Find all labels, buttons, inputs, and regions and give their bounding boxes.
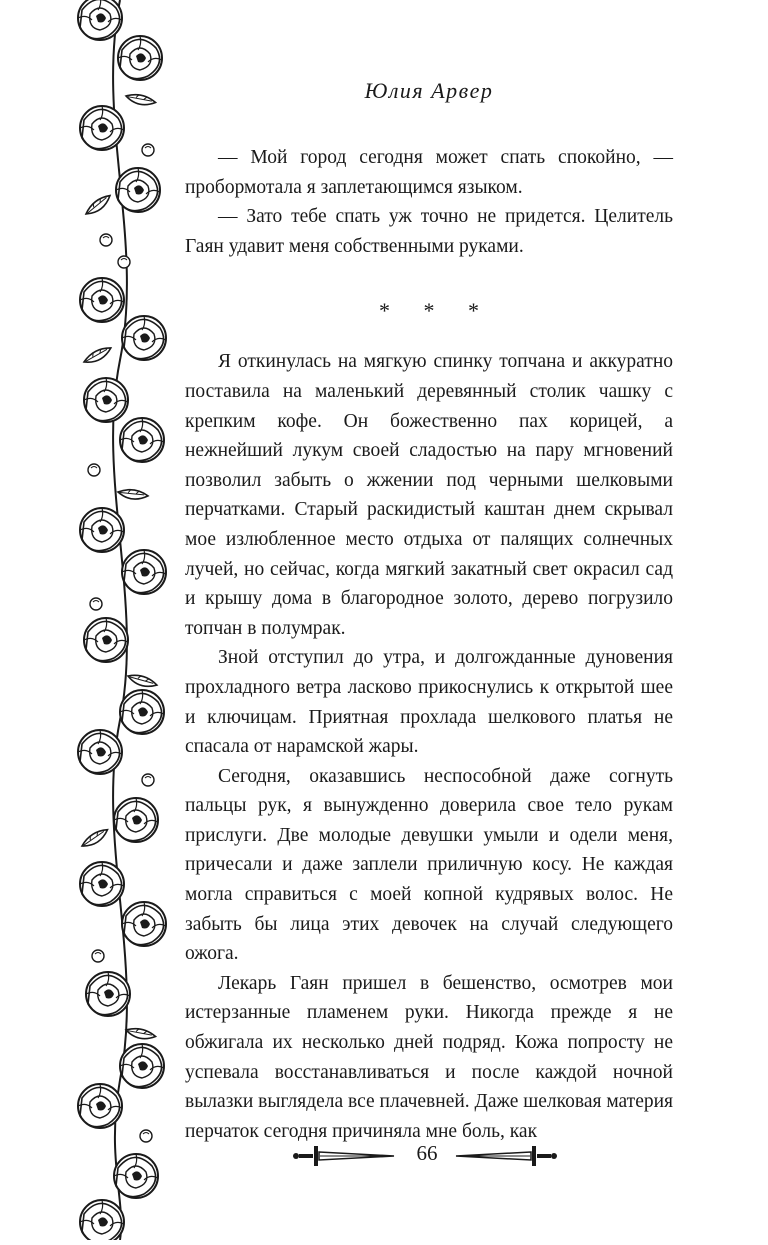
running-header: Юлия Арвер: [364, 78, 494, 103]
paragraph: Зной отступил до утра, и долгожданные дуновения прохладного ветра ласково прикоснулись к открытой шее и ключицам. Приятная прохлада шелкового платья не спасала от нарамской жары.: [185, 647, 673, 758]
dagger-left-icon: [290, 1143, 398, 1169]
page-footer: [290, 1137, 560, 1173]
paragraph: Сегодня, оказавшись неспособной даже согнуть пальцы рук, я вынужденно доверила свое тело рукам прислуги. Две молодые девушки умыли и одели меня, причесали и даже заплели приличную косу. Не каждая могла справиться с моей копной кудрявых волос. Не забыть бы лица этих девочек на случай следующего ожога.: [185, 765, 673, 965]
dialogue-line: — Мой город сегодня может спать спокойно, — пробормотала я заплетающимся языком.: [185, 147, 673, 198]
floral-border-ornament: [66, 0, 174, 1240]
section-separator: * * *: [379, 298, 493, 324]
paragraph: Лекарь Гаян пришел в бешенство, осмотрев мои истерзанные пламенем руки. Никогда прежде я не обжигала их несколько дней подряд. Кожа попросту не успевала восстанавливаться и после каждой ночной вылазки выглядела все плачевней. Даже шелковая материя перчаток сегодня причиняла мне боль, как: [185, 972, 674, 1142]
dialogue-line: — Зато тебе спать уж точно не придется. Целитель Гаян удавит меня собственными руками.: [185, 206, 673, 257]
paragraph: Я откинулась на мягкую спинку топчана и аккуратно поставила на маленький деревянный столик чашку с крепким кофе. Он божественно пах корицей, а нежнейший лукум своей сладостью на пару мгновений позволил забыть о жжении под черными шелковыми перчатками. Старый раскидистый каштан днем скрывал мое излюбленное место отдыха от палящих солнечных лучей, но сейчас, когда мягкий закатный свет окрасил сад и крышу дома в благородное золото, дерево погрузило топчан в полумрак.: [185, 351, 673, 639]
flower-group: [78, 0, 166, 1240]
page-number: 66: [416, 1141, 438, 1165]
body-text: [185, 143, 673, 1146]
dagger-right-icon: [452, 1143, 560, 1169]
floral-border: [66, 0, 174, 1240]
